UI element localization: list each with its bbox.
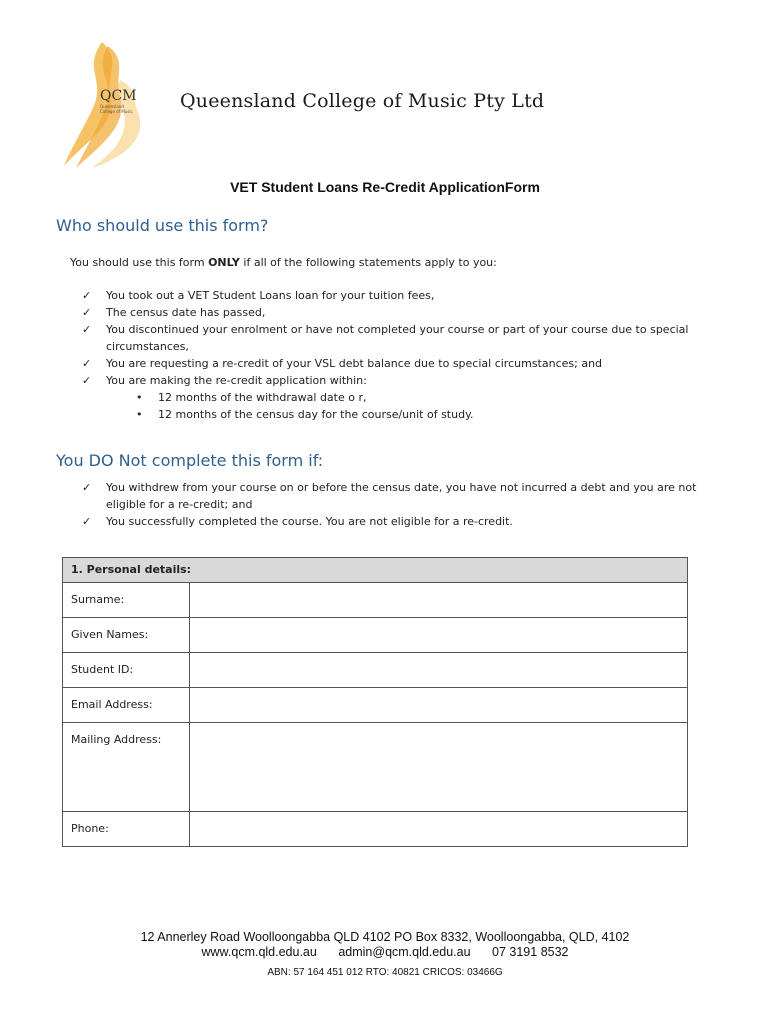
email-address-field[interactable]: [190, 688, 688, 723]
phone-label: Phone:: [63, 812, 190, 847]
list-item: ✓ You withdrew from your course on or before the census date, you have not incurred a debt and you are not eligible for a re-credit; and: [82, 481, 697, 511]
checkmark-icon: ✓: [82, 306, 92, 319]
who-intro: You should use this form ONLY if all of the following statements apply to you:: [70, 256, 497, 269]
checkmark-icon: ✓: [82, 481, 92, 494]
who-criteria-list: [82, 287, 698, 423]
list-item: ✓ The census date has passed,: [82, 306, 266, 319]
student-id-label: Student ID:: [63, 653, 190, 688]
list-item: ✓ You are making the re-credit application within: • 12 months of the withdrawal date o r, • 12 months of the census day for the course/unit of study.: [82, 372, 698, 423]
qcm-flame-logo-icon: [62, 40, 162, 170]
bullet-icon: •: [136, 391, 143, 404]
footer-registration: ABN: 57 164 451 012 RTO: 40821 CRICOS: 03466G: [267, 967, 503, 978]
checkmark-icon: ✓: [82, 357, 92, 370]
checkmark-icon: ✓: [82, 374, 92, 387]
qcm-logo: [62, 40, 162, 170]
list-item: ✓ You discontinued your enrolment or have not completed your course or part of your course due to special circumstances,: [82, 323, 689, 353]
bullet-icon: •: [136, 408, 143, 421]
dont-heading: You DO Not complete this form if:: [56, 451, 324, 470]
mailing-address-label: Mailing Address:: [63, 723, 190, 812]
surname-field[interactable]: [190, 583, 688, 618]
personal-details-heading: 1. Personal details:: [63, 558, 688, 583]
who-heading: Who should use this form?: [56, 216, 269, 235]
checkmark-icon: ✓: [82, 515, 92, 528]
form-title: VET Student Loans Re-Credit ApplicationForm: [230, 179, 540, 195]
mailing-address-field[interactable]: [190, 723, 688, 812]
given-names-field[interactable]: [190, 618, 688, 653]
phone-field[interactable]: [190, 812, 688, 847]
footer-website: www.qcm.qld.edu.au: [201, 945, 317, 959]
sub-list-item: • 12 months of the census day for the course/unit of study.: [136, 408, 474, 421]
checkmark-icon: ✓: [82, 323, 92, 336]
organisation-name: Queensland College of Music Pty Ltd: [180, 90, 545, 112]
list-item: ✓ You are requesting a re-credit of your VSL debt balance due to special circumstances; and: [82, 357, 603, 370]
footer-contacts: [0, 945, 770, 959]
personal-details-table: [62, 557, 688, 847]
dont-criteria-list: [82, 479, 698, 530]
footer-address: 12 Annerley Road Woolloongabba QLD 4102 PO Box 8332, Woolloongabba, QLD, 4102: [140, 930, 630, 944]
email-address-label: Email Address:: [63, 688, 190, 723]
surname-label: Surname:: [63, 583, 190, 618]
list-item: ✓ You took out a VET Student Loans loan for your tuition fees,: [82, 289, 435, 302]
list-item: ✓ You successfully completed the course. You are not eligible for a re-credit.: [82, 515, 513, 528]
checkmark-icon: ✓: [82, 289, 92, 302]
given-names-label: Given Names:: [63, 618, 190, 653]
footer-email: admin@qcm.qld.edu.au: [338, 945, 471, 959]
student-id-field[interactable]: [190, 653, 688, 688]
footer-phone: 07 3191 8532: [492, 945, 569, 959]
sub-list-item: • 12 months of the withdrawal date o r,: [136, 391, 367, 404]
svg-text:Queensland: Queensland: [100, 104, 124, 109]
svg-text:College of Music: College of Music: [100, 109, 133, 114]
timeframe-sublist: [106, 389, 698, 423]
logo-text: QCM: [100, 88, 137, 104]
